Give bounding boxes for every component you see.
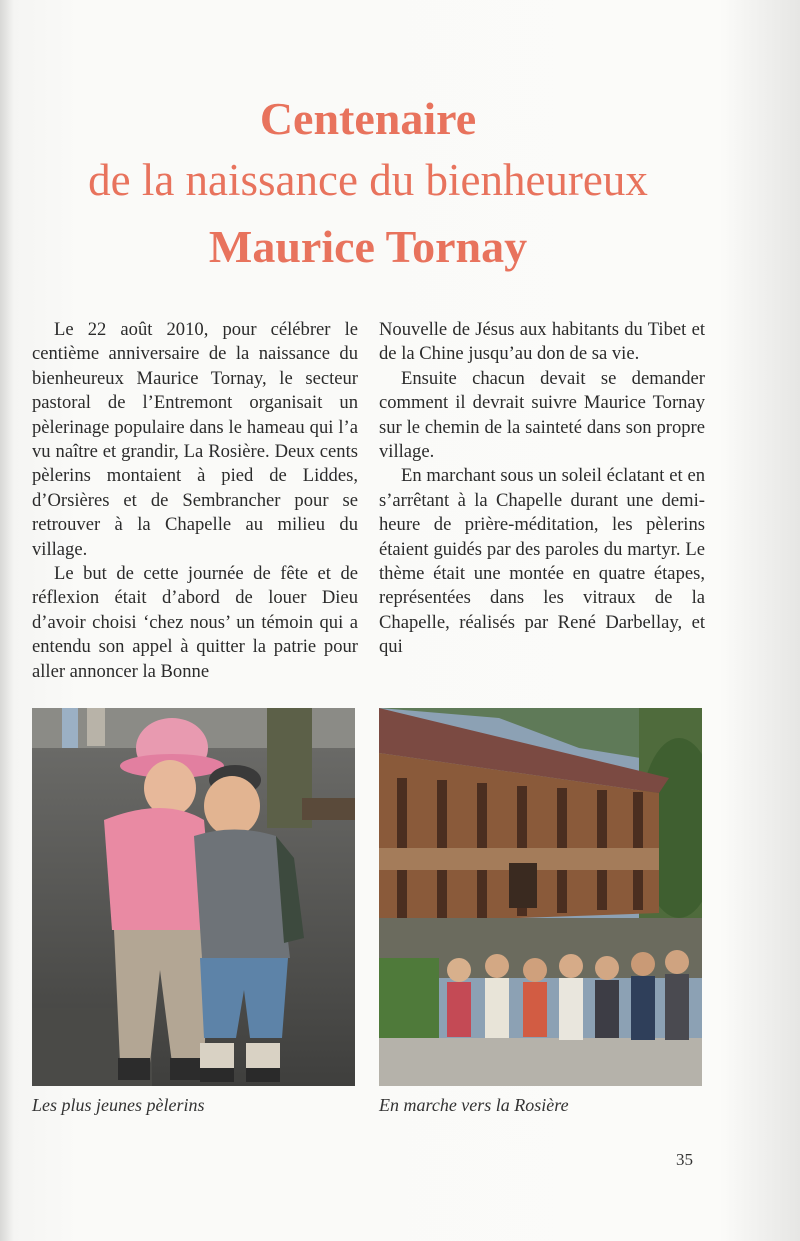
article-title: [32, 92, 704, 290]
photo-young-pilgrims: [32, 708, 355, 1086]
page-binding-shadow: [0, 0, 14, 1241]
photo-caption-left: Les plus jeunes pèlerins: [32, 1095, 205, 1115]
title-line-2: de la naissance du bienheureux: [88, 155, 648, 205]
paragraph: Le but de cette journée de fête et de réflexion était d’abord de louer Dieu d’avoir choisi ‘chez nous’ un témoin qui a entendu son appel à quitter la patrie pour aller annoncer la Bonne: [32, 563, 358, 682]
photo-pilgrims-walking: [379, 708, 702, 1086]
title-line-3: Maurice Tornay: [208, 221, 528, 272]
paragraph: Le 22 août 2010, pour célébrer le centième anniversaire de la naissance du bienheureux Maurice Tornay, le secteur pastoral de l’Entremont organisait un pèlerinage populaire dans le hameau qui l’a vu naître et grandir, La Rosière. Deux cents pèlerins montaient à pied de Liddes, d’Orsières et de Sembrancher pour se retrouver à la Chapelle au milieu du village.: [32, 319, 358, 560]
paragraph: Nouvelle de Jésus aux habitants du Tibet et de la Chine jusqu’au don de sa vie.: [379, 319, 705, 365]
text-column-right: [379, 318, 705, 660]
page-number: 35: [676, 1150, 693, 1169]
photo-caption-right: En marche vers la Rosière: [379, 1095, 569, 1115]
text-column-left: [32, 318, 358, 684]
paragraph: En marchant sous un soleil éclatant et en s’arrêtant à la Chapelle durant une demi-heure de prière-méditation, les pèlerins étaient guidés par des paroles du martyr. Le thème était une montée en quatre étapes, représentées dans les vitraux de la Chapelle, réalisés par René Darbellay, et qui: [379, 465, 705, 658]
title-line-1: Centenaire: [259, 93, 477, 144]
paragraph: Ensuite chacun devait se demander comment il devrait suivre Maurice Tornay sur le chemin de la sainteté dans son propre village.: [379, 367, 705, 463]
